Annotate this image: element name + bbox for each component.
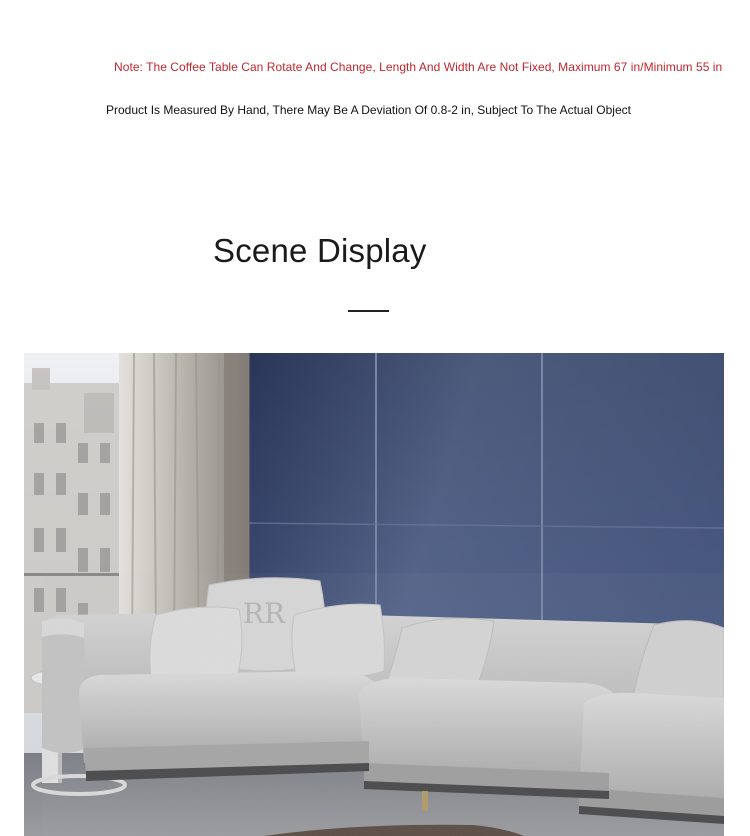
section-title: Scene Display: [213, 232, 427, 269]
title-underline: [348, 310, 389, 312]
measurement-note: Product Is Measured By Hand, There May Be A Deviation Of 0.8-2 in, Subject To The Actual Object: [106, 103, 631, 117]
svg-text:RR: RR: [242, 597, 286, 630]
coffee-table-note: Note: The Coffee Table Can Rotate And Change, Length And Width Are Not Fixed, Maximum 67 in/Minimum 55 in: [114, 60, 723, 74]
scene-photo: [24, 353, 724, 836]
